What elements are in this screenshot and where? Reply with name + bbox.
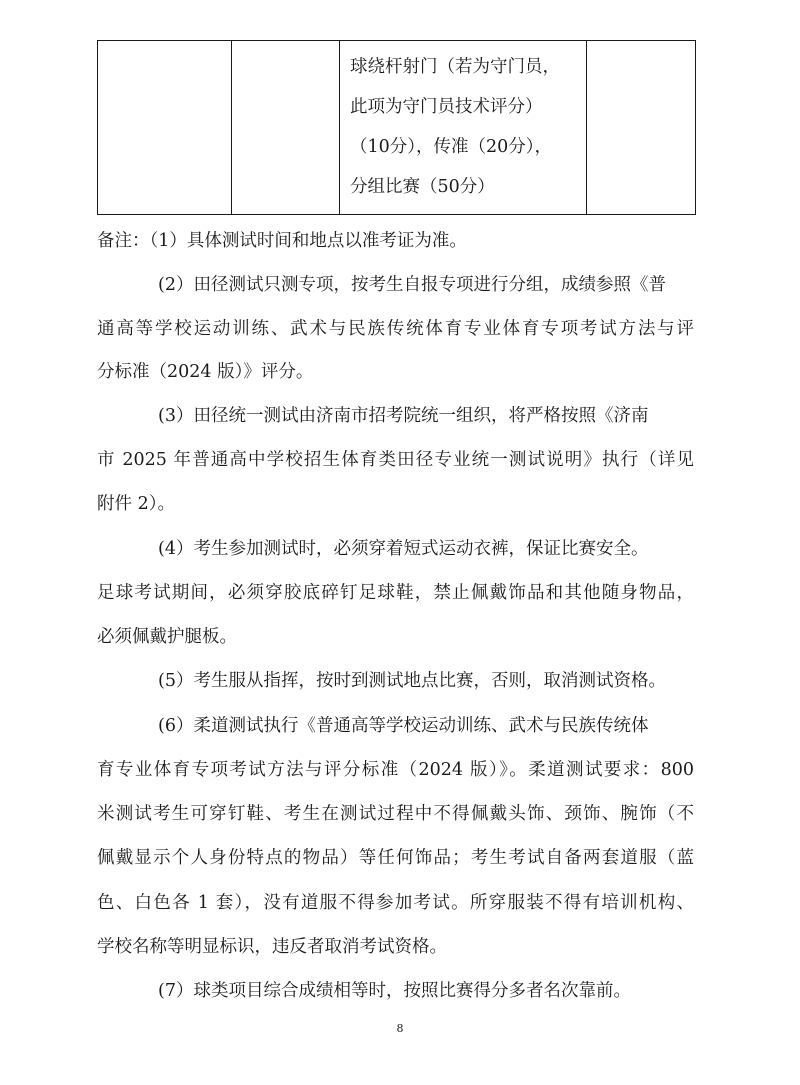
scoring-table-fragment (97, 40, 696, 215)
note-7-line-1: (7）球类项目综合成绩相等时，按照比赛得分多者名次靠前。 (158, 981, 631, 1001)
table-cell-empty-2 (232, 41, 340, 215)
note-4-line-3: 必须佩戴护腿板。 (97, 627, 237, 647)
table-row (98, 41, 696, 215)
table-cell-empty-1 (98, 41, 232, 215)
notes-heading-line: 备注：（1）具体测试时间和地点以准考证为准。 (97, 231, 467, 251)
note-6-line-2: 育专业体育专项考试方法与评分标准（2024 版）》。柔道测试要求：800 (97, 760, 694, 780)
note-2-line-3: 分标准（2024 版）》评分。 (97, 362, 314, 382)
table-cell-empty-3 (587, 41, 696, 215)
note-3-line-2: 市 2025 年普通高中学校招生体育类田径专业统一测试说明》执行（详见 (97, 450, 694, 470)
note-6-line-1: (6）柔道测试执行《普通高等学校运动训练、武术与民族传统体 (158, 716, 649, 736)
note-6-line-3: 米测试考生可穿钉鞋、考生在测试过程中不得佩戴头饰、颈饰、腕饰（不 (97, 804, 694, 824)
cell-line: 分组比赛（50分） (350, 177, 495, 197)
note-3-line-1: (3）田径统一测试由济南市招考院统一组织，将严格按照《济南 (158, 406, 649, 426)
table-cell-test-items (340, 41, 587, 215)
cell-line: （10分），传准（20分）， (350, 137, 553, 157)
note-2-line-1: (2）田径测试只测专项，按考生自报专项进行分组，成绩参照《普 (158, 275, 666, 295)
note-6-line-4: 佩戴显示个人身份特点的物品）等任何饰品；考生考试自备两套道服（蓝 (97, 848, 694, 868)
note-5-line-1: (5）考生服从指挥，按时到测试地点比赛，否则，取消测试资格。 (158, 671, 666, 691)
note-3-line-3: 附件 2）。 (97, 494, 175, 514)
cell-line: 球绕杆射门（若为守门员， (350, 57, 560, 77)
note-4-line-2: 足球考试期间，必须穿胶底碎钉足球鞋，禁止佩戴饰品和其他随身物品， (97, 583, 694, 603)
page-number: 8 (396, 1022, 404, 1035)
note-6-line-6: 学校名称等明显标识，违反者取消考试资格。 (97, 937, 447, 957)
note-2-line-2: 通高等学校运动训练、武术与民族传统体育专业体育专项考试方法与评 (97, 319, 694, 339)
note-4-line-1: (4）考生参加测试时，必须穿着短式运动衣裤，保证比赛安全。 (158, 539, 649, 559)
cell-line: 此项为守门员技术评分） (350, 97, 543, 117)
note-6-line-5: 色、白色各 1 套），没有道服不得参加考试。所穿服装不得有培训机构、 (97, 893, 694, 913)
